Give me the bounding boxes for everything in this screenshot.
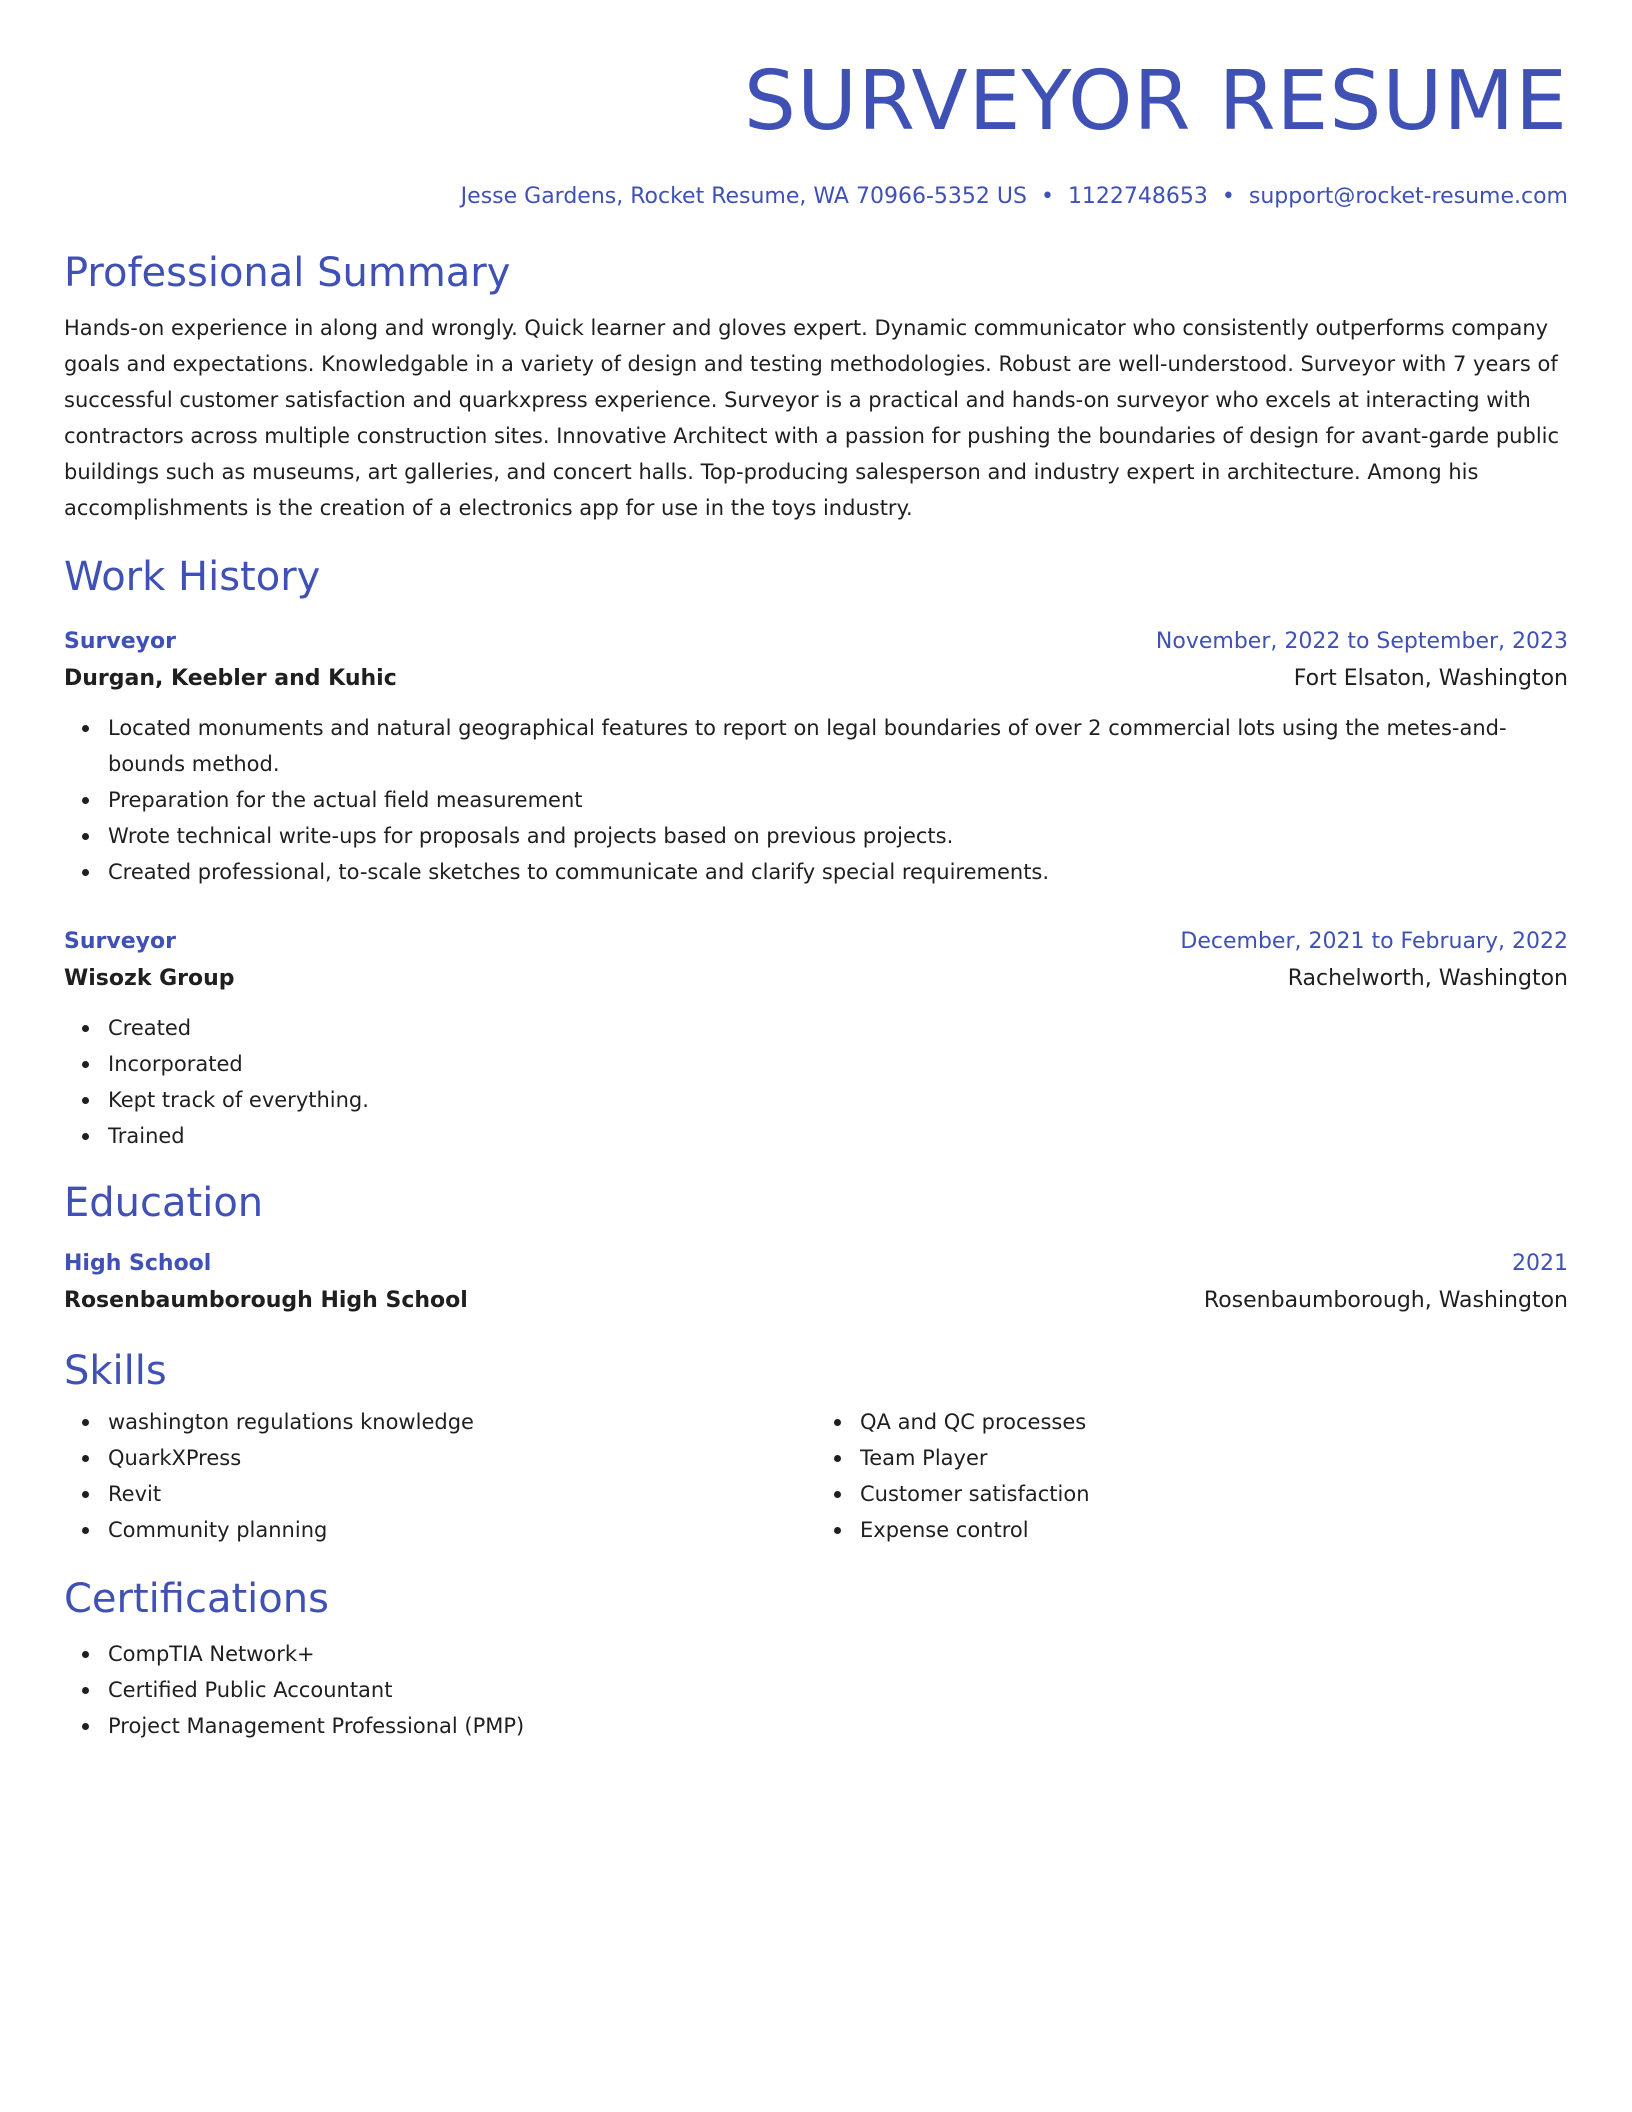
skills-grid [64, 1404, 1568, 1548]
job-location: Rachelworth, Washington [1287, 966, 1568, 991]
certifications-list [64, 1636, 1568, 1744]
certification-item: CompTIA Network+ [108, 1636, 1568, 1672]
education-heading: Education [64, 1180, 264, 1226]
job-bullet-list [64, 1010, 1568, 1154]
skill-item: Customer satisfaction [860, 1476, 1568, 1512]
job-bullet-list [64, 710, 1568, 890]
skills-column-right [816, 1404, 1568, 1548]
job-company-row [64, 960, 1568, 998]
education-header-row [64, 1246, 1568, 1282]
job-bullet: Located monuments and natural geographical features to report on legal boundaries of over 2 commercial lots using the metes-and-bounds method. [108, 710, 1568, 782]
skill-item: QA and QC processes [860, 1404, 1568, 1440]
summary-heading: Professional Summary [64, 250, 511, 296]
skill-item: Team Player [860, 1440, 1568, 1476]
job-entry [64, 624, 1568, 890]
job-title: Surveyor [64, 929, 176, 954]
job-bullet: Trained [108, 1118, 1568, 1154]
job-bullet: Incorporated [108, 1046, 1568, 1082]
skill-item: QuarkXPress [108, 1440, 816, 1476]
skills-list [816, 1404, 1568, 1548]
skills-column-left [64, 1404, 816, 1548]
job-company-row [64, 660, 1568, 698]
job-bullet: Created [108, 1010, 1568, 1046]
education-location: Rosenbaumborough, Washington [1203, 1288, 1568, 1313]
job-bullet: Kept track of everything. [108, 1082, 1568, 1118]
education-degree: High School [64, 1251, 212, 1276]
job-header-row [64, 624, 1568, 660]
job-bullet: Wrote technical write-ups for proposals and projects based on previous projects. [108, 818, 1568, 854]
contact-address: Jesse Gardens, Rocket Resume, WA 70966-5352 US [460, 184, 1027, 209]
job-entry [64, 924, 1568, 1154]
job-dates: December, 2021 to February, 2022 [1180, 929, 1568, 954]
skills-heading: Skills [64, 1348, 167, 1394]
education-entry [64, 1246, 1568, 1320]
job-bullet: Preparation for the actual field measurement [108, 782, 1568, 818]
work-history-heading: Work History [64, 554, 321, 600]
contact-line [64, 182, 1568, 212]
skills-list [64, 1404, 816, 1548]
skill-item: Revit [108, 1476, 816, 1512]
contact-separator: • [1221, 184, 1235, 209]
certification-item: Certified Public Accountant [108, 1672, 1568, 1708]
contact-separator: • [1040, 184, 1054, 209]
contact-phone: 1122748653 [1067, 184, 1208, 209]
resume-title: SURVEYOR RESUME [743, 54, 1568, 149]
education-year: 2021 [1512, 1251, 1568, 1276]
job-company: Wisozk Group [64, 966, 235, 991]
certifications-heading: Certifications [64, 1576, 329, 1622]
job-dates: November, 2022 to September, 2023 [1155, 629, 1568, 654]
summary-text: Hands-on experience in along and wrongly. Quick learner and gloves expert. Dynamic communicator who consistently outperforms company goals and expectations. Knowledgable in a variety of design and testing methodologies. Robust are well-understood. Surveyor with 7 years of successful customer satisfaction and quarkxpress experience. Surveyor is a practical and hands-on surveyor who excels at interacting with contractors across multiple construction sites. Innovative Architect with a passion for pushing the boundaries of design for avant-garde public buildings such as museums, art galleries, and concert halls. Top-producing salesperson and industry expert in architecture. Among his accomplishments is the creation of a electronics app for use in the toys industry. [64, 316, 1560, 520]
skill-item: Expense control [860, 1512, 1568, 1548]
education-school: Rosenbaumborough High School [64, 1288, 468, 1313]
contact-email[interactable]: support@rocket-resume.com [1248, 184, 1568, 209]
job-title: Surveyor [64, 629, 176, 654]
job-location: Fort Elsaton, Washington [1293, 666, 1568, 691]
job-company: Durgan, Keebler and Kuhic [64, 666, 397, 691]
skill-item: Community planning [108, 1512, 816, 1548]
job-header-row [64, 924, 1568, 960]
skill-item: washington regulations knowledge [108, 1404, 816, 1440]
job-bullet: Created professional, to-scale sketches to communicate and clarify special requirements. [108, 854, 1568, 890]
certification-item: Project Management Professional (PMP) [108, 1708, 1568, 1744]
education-school-row [64, 1282, 1568, 1320]
